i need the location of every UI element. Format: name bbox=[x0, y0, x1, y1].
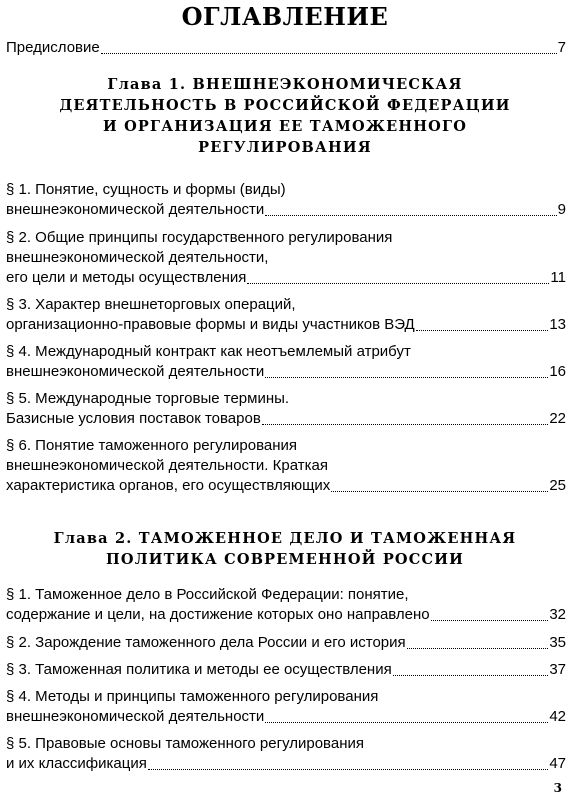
toc-entry-text: Предисловие bbox=[6, 39, 100, 56]
toc-entry-text: внешнеэкономической деятельности bbox=[6, 363, 265, 380]
leader-dots bbox=[416, 330, 549, 331]
toc-entry-text: внешнеэкономической деятельности bbox=[6, 201, 265, 218]
leader-dots bbox=[101, 53, 557, 54]
toc-entry-ch2-s3[interactable] bbox=[6, 660, 566, 680]
page-number: 3 bbox=[553, 781, 562, 795]
chapter-heading-line: И ОРГАНИЗАЦИЯ ЕЕ ТАМОЖЕННОГО bbox=[102, 118, 468, 135]
toc-entry-preface[interactable] bbox=[6, 38, 566, 58]
toc-page-number: 37 bbox=[549, 661, 566, 678]
toc-entry-line: § 1. Таможенное дело в Российской Федерации: понятие, bbox=[6, 586, 409, 603]
leader-dots bbox=[431, 620, 549, 621]
toc-entry-ch1-s5[interactable] bbox=[6, 409, 566, 429]
toc-page-number: 32 bbox=[549, 606, 566, 623]
toc-entry-text: содержание и цели, на достижение которых оно направлено bbox=[6, 606, 430, 623]
toc-entry-line: § 5. Международные торговые термины. bbox=[6, 390, 290, 407]
toc-entry-line: § 4. Международный контракт как неотъемлемый атрибут bbox=[6, 343, 411, 360]
toc-entry-text: характеристика органов, его осуществляющих bbox=[6, 477, 331, 494]
toc-page-number: 11 bbox=[550, 269, 566, 286]
leader-dots bbox=[393, 675, 549, 676]
leader-dots bbox=[247, 283, 549, 284]
toc-page-number: 13 bbox=[549, 316, 566, 333]
toc-page-number: 47 bbox=[549, 755, 566, 772]
leader-dots bbox=[331, 491, 548, 492]
toc-entry-ch1-s1[interactable] bbox=[6, 200, 566, 220]
toc-entry-line: внешнеэкономической деятельности, bbox=[6, 249, 269, 266]
toc-entry-text: § 2. Зарождение таможенного дела России и его история bbox=[6, 634, 406, 651]
toc-entry-ch2-s5[interactable] bbox=[6, 754, 566, 774]
toc-entry-text: § 3. Таможенная политика и методы ее осуществления bbox=[6, 661, 392, 678]
leader-dots bbox=[262, 424, 549, 425]
chapter-1-heading bbox=[0, 74, 570, 158]
toc-page-number: 7 bbox=[557, 39, 566, 56]
toc-page-number: 22 bbox=[549, 410, 566, 427]
chapter-2-heading bbox=[0, 528, 570, 570]
toc-entry-text: организационно-правовые формы и виды участников ВЭД bbox=[6, 316, 415, 333]
toc-entry-line: § 4. Методы и принципы таможенного регулирования bbox=[6, 688, 379, 705]
leader-dots bbox=[265, 377, 548, 378]
leader-dots bbox=[148, 769, 548, 770]
toc-entry-line: внешнеэкономической деятельности. Краткая bbox=[6, 457, 328, 474]
toc-entry-text: внешнеэкономической деятельности bbox=[6, 708, 265, 725]
toc-page-number: 35 bbox=[549, 634, 566, 651]
toc-entry-line: § 6. Понятие таможенного регулирования bbox=[6, 437, 298, 454]
leader-dots bbox=[265, 215, 556, 216]
toc-page-number: 16 bbox=[549, 363, 566, 380]
toc-page-number: 25 bbox=[549, 477, 566, 494]
chapter-heading-line: Глава 2. ТАМОЖЕННОЕ ДЕЛО И ТАМОЖЕННАЯ bbox=[53, 530, 517, 547]
toc-entry-line: § 5. Правовые основы таможенного регулирования bbox=[6, 735, 364, 752]
toc-entry-ch1-s4[interactable] bbox=[6, 362, 566, 382]
toc-entry-text: Базисные условия поставок товаров bbox=[6, 410, 261, 427]
toc-entry-ch2-s1[interactable] bbox=[6, 605, 566, 625]
toc-entry-ch2-s2[interactable] bbox=[6, 633, 566, 653]
toc-entry-line: § 1. Понятие, сущность и формы (виды) bbox=[6, 181, 286, 198]
toc-page-number: 9 bbox=[557, 201, 566, 218]
toc-entry-text: и их классификация bbox=[6, 755, 147, 772]
toc-entry-ch1-s2[interactable] bbox=[6, 268, 566, 288]
toc-entry-ch1-s3[interactable] bbox=[6, 315, 566, 335]
toc-entry-ch2-s4[interactable] bbox=[6, 707, 566, 727]
toc-entry-line: § 3. Характер внешнеторговых операций, bbox=[6, 296, 296, 313]
chapter-heading-line: ПОЛИТИКА СОВРЕМЕННОЙ РОССИИ bbox=[105, 551, 465, 568]
leader-dots bbox=[407, 648, 549, 649]
toc-entry-line: § 2. Общие принципы государственного регулирования bbox=[6, 229, 393, 246]
page-title: ОГЛАВЛЕНИЕ bbox=[181, 2, 389, 31]
chapter-heading-line: РЕГУЛИРОВАНИЯ bbox=[198, 139, 372, 156]
chapter-heading-line: ДЕЯТЕЛЬНОСТЬ В РОССИЙСКОЙ ФЕДЕРАЦИИ bbox=[59, 97, 511, 114]
chapter-heading-line: Глава 1. ВНЕШНЕЭКОНОМИЧЕСКАЯ bbox=[107, 76, 463, 93]
leader-dots bbox=[265, 722, 548, 723]
toc-page-number: 42 bbox=[549, 708, 566, 725]
toc-entry-text: его цели и методы осуществления bbox=[6, 269, 247, 286]
toc-entry-ch1-s6[interactable] bbox=[6, 476, 566, 496]
